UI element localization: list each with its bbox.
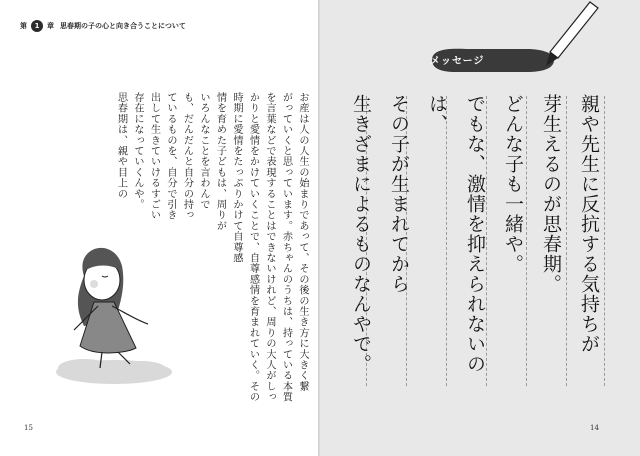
pen-icon	[540, 0, 600, 70]
message-badge-label: メッセージ	[430, 56, 485, 67]
body-text: お産は人の人生の始まりであって、その後の生き方に大きく繋 がっていくと思っています。赤ちゃんのうちは、持っている本質 を言葉などで表現することはできないけれど、周りの大人がしっ かりと愛情をかけていくことで、自尊感情を育まれていく。その 時期に愛情をたっぷりかけて自尊感 情を育めた子どもは、周りが いろんなことを言わんで も、だんだんと自分の持っ ているものを、自分で引き 出して生きていけるすごい 存在になっていくんや。 思春期は、親や目上の	[115, 92, 308, 403]
page-number-right: 14	[590, 424, 599, 432]
chapter-suffix: 章	[47, 22, 54, 30]
page-number-left: 15	[24, 424, 33, 432]
chapter-header	[20, 20, 186, 32]
girl-illustration	[44, 236, 172, 386]
chapter-prefix: 第	[20, 22, 27, 30]
message-text: 親や先生に反抗する気持ちが 芽生えるのが思春期。 どんな子も一緒や。 でもな、激情を抑えられないのは、 その子が生まれてから 生きざまによるものなんやで。	[350, 94, 600, 374]
chapter-title: 思春期の子の心と向き合うことについて	[60, 22, 186, 30]
right-page	[320, 0, 640, 456]
chapter-number-badge: 1	[31, 20, 43, 32]
